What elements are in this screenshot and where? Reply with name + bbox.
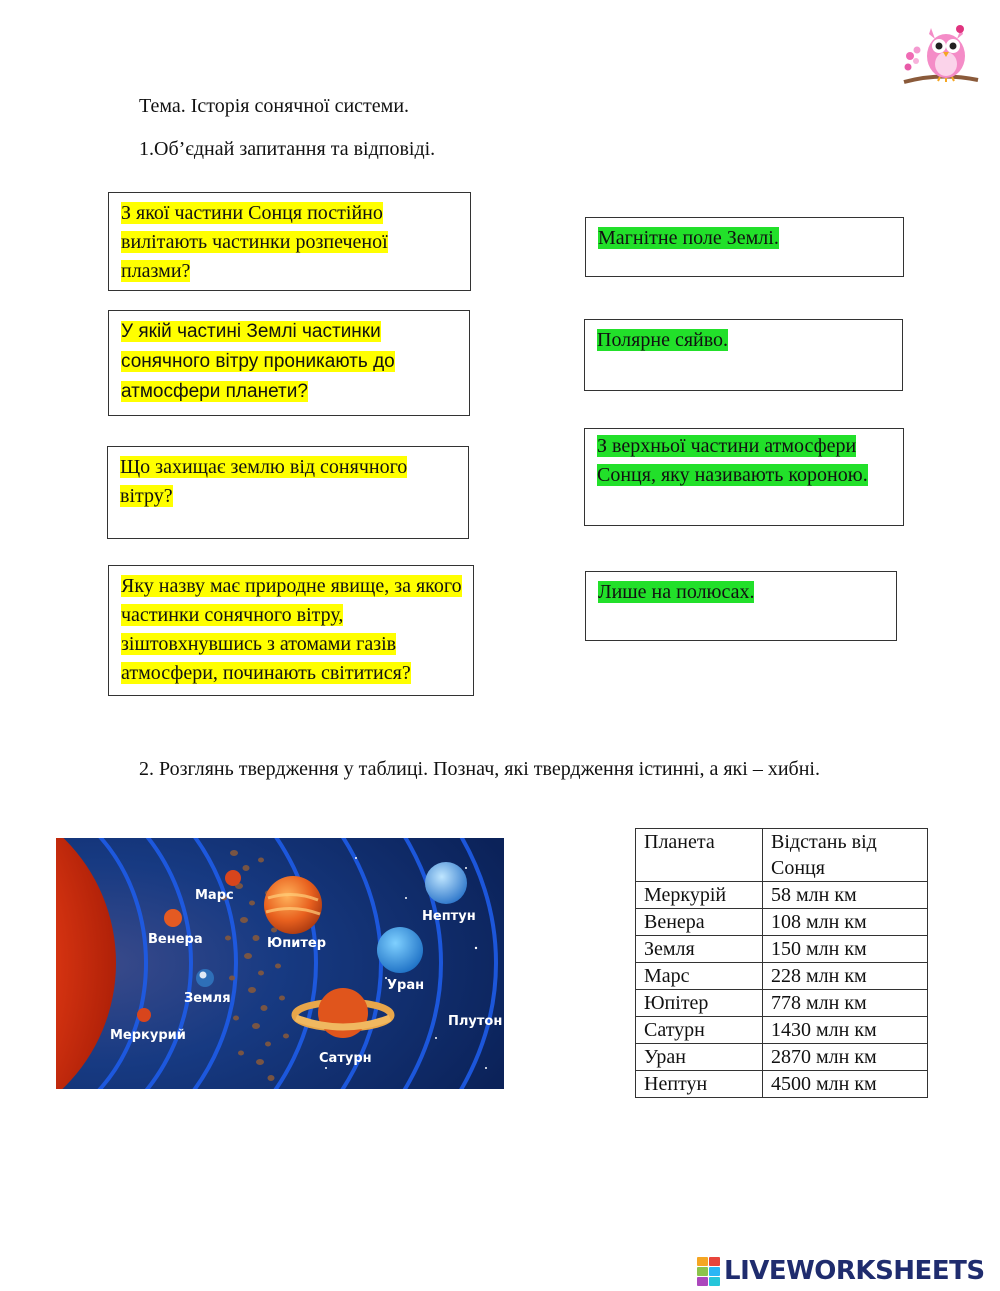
planet-cell: Юпітер — [636, 990, 763, 1017]
jupiter-planet — [264, 876, 322, 934]
question-text: Яку назву має природне явище, за якого частинки сонячного вітру, зіштовхнувшись з атомами газів атмосфери, починають світитися? — [121, 575, 462, 684]
label-venus: Венера — [148, 932, 203, 947]
header-distance: Відстань від Сонця — [763, 829, 928, 882]
label-mercury: Меркурий — [110, 1028, 186, 1043]
earth-planet — [196, 969, 214, 987]
owl-icon — [900, 20, 980, 96]
question-box-4[interactable] — [108, 565, 474, 696]
answer-text: Магнітне поле Землі. — [598, 227, 779, 249]
answer-text: Лише на полюсах. — [598, 581, 755, 603]
answer-box-1[interactable] — [585, 217, 904, 277]
distance-cell: 1430 млн км — [763, 1017, 928, 1044]
question-text: З якої частини Сонця постійно вилітають частинки розпеченої плазми? — [121, 202, 388, 282]
header-planet: Планета — [636, 829, 763, 882]
planet-cell: Нептун — [636, 1071, 763, 1098]
planet-distance-table — [635, 828, 928, 1098]
table-row — [636, 963, 928, 990]
liveworksheets-logo[interactable] — [697, 1256, 985, 1286]
label-neptune: Нептун — [422, 909, 476, 924]
label-uranus: Уран — [387, 978, 425, 993]
label-mars: Марс — [195, 888, 234, 903]
logo-text: LIVEWORKSHEETS — [724, 1256, 985, 1286]
mars-planet — [225, 870, 241, 886]
question-box-2[interactable] — [108, 310, 470, 416]
table-row — [636, 1071, 928, 1098]
planet-cell: Венера — [636, 909, 763, 936]
distance-cell: 58 млн км — [763, 882, 928, 909]
answer-text: Полярне сяйво. — [597, 329, 729, 351]
distance-cell: 2870 млн км — [763, 1044, 928, 1071]
distance-cell: 228 млн км — [763, 963, 928, 990]
label-jupiter: Юпитер — [267, 936, 327, 951]
label-pluto: Плутон — [448, 1014, 503, 1029]
planet-cell: Земля — [636, 936, 763, 963]
solar-system-image — [56, 838, 504, 1089]
answer-box-2[interactable] — [584, 319, 903, 391]
uranus-planet — [377, 927, 423, 973]
table-row — [636, 936, 928, 963]
mercury-planet — [137, 1008, 151, 1022]
answer-box-4[interactable] — [585, 571, 897, 641]
label-saturn: Сатурн — [319, 1051, 372, 1066]
topic-title: Тема. Історія сонячної системи. — [139, 95, 410, 117]
planet-cell: Меркурій — [636, 882, 763, 909]
label-earth: Земля — [184, 991, 231, 1006]
table-row — [636, 909, 928, 936]
task1-instruction: 1.Об’єднай запитання та відповіді. — [139, 138, 436, 160]
distance-cell: 4500 млн км — [763, 1071, 928, 1098]
neptune-planet — [425, 862, 467, 904]
table-row — [636, 1044, 928, 1071]
table-row — [636, 882, 928, 909]
answer-box-3[interactable] — [584, 428, 904, 526]
question-box-3[interactable] — [107, 446, 469, 539]
planet-cell: Уран — [636, 1044, 763, 1071]
table-header-row — [636, 829, 928, 882]
answer-text: З верхньої частини атмосфери Сонця, яку називають короною. — [597, 435, 868, 486]
logo-mark-icon — [697, 1257, 720, 1286]
table-row — [636, 990, 928, 1017]
planet-cell: Марс — [636, 963, 763, 990]
table-row — [636, 1017, 928, 1044]
distance-cell: 108 млн км — [763, 909, 928, 936]
question-box-1[interactable] — [108, 192, 471, 291]
distance-cell: 150 млн км — [763, 936, 928, 963]
question-text: Що захищає землю від сонячного вітру? — [120, 456, 408, 507]
task2-instruction: 2. Розглянь твердження у таблиці. Познач, які твердження істинні, а які – хибні. — [139, 758, 820, 780]
venus-planet — [164, 909, 182, 927]
planet-cell: Сатурн — [636, 1017, 763, 1044]
question-text: У якій частині Землі частинки сонячного вітру проникають до атмосфери планети? — [121, 321, 395, 402]
distance-cell: 778 млн км — [763, 990, 928, 1017]
